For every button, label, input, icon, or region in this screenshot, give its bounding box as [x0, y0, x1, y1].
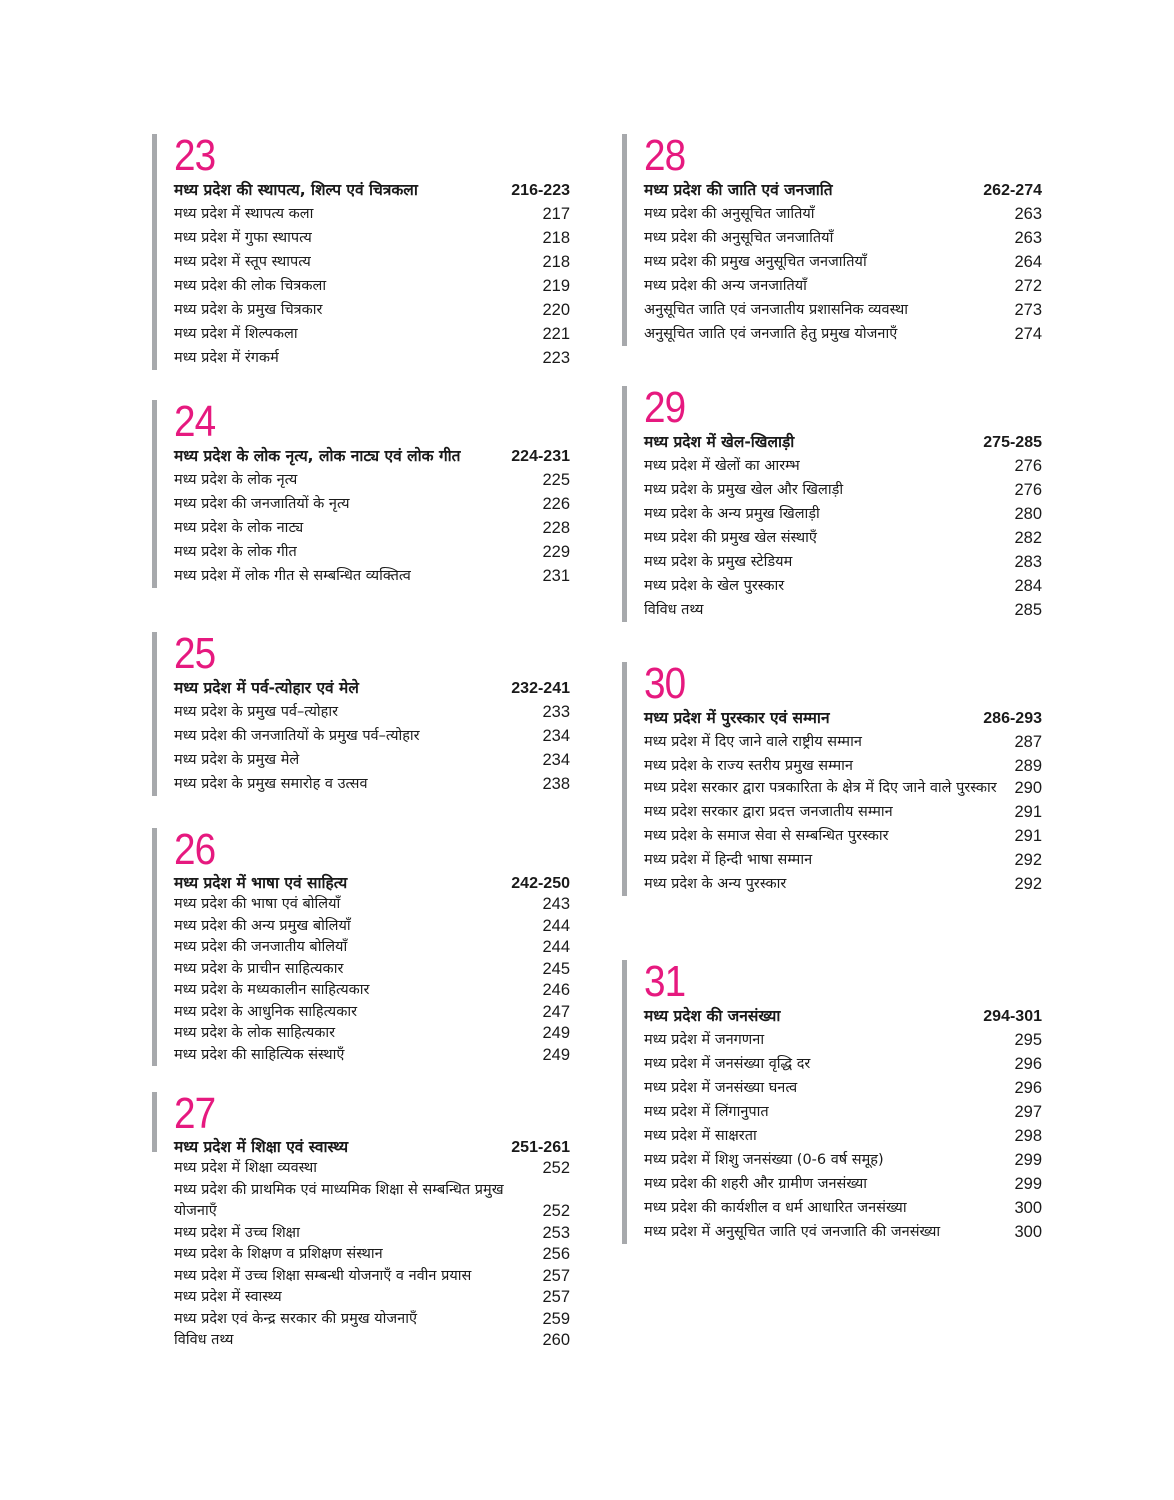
entry-page: 234: [542, 751, 570, 769]
toc-entry: [174, 516, 570, 540]
entry-page: 256: [542, 1245, 570, 1263]
chapter-title-text: मध्य प्रदेश में भाषा एवं साहित्य: [174, 874, 348, 892]
entry-page: 263: [1014, 229, 1042, 247]
toc-entry: [644, 550, 1042, 574]
entry-title: मध्य प्रदेश की भाषा एवं बोलियाँ: [174, 896, 341, 912]
entry-title: मध्य प्रदेश के समाज सेवा से सम्बन्धित पुरस्कार: [644, 827, 889, 844]
entry-title: मध्य प्रदेश की प्रमुख खेल संस्थाएँ: [644, 530, 817, 546]
toc-entry: [644, 1196, 1042, 1220]
entry-page: 246: [542, 981, 570, 999]
toc-entry: [174, 980, 570, 1002]
toc-entry: [174, 1244, 570, 1266]
toc-entry: [644, 730, 1042, 754]
toc-entry: [644, 454, 1042, 478]
entry-title: मध्य प्रदेश में उच्च शिक्षा: [174, 1224, 300, 1241]
entry-page: 238: [542, 775, 570, 793]
chapter-title: [174, 677, 570, 700]
toc-entry: [644, 250, 1042, 274]
chapter-bar: [152, 400, 157, 588]
entry-title: मध्य प्रदेश की जनजातीय बोलियाँ: [174, 939, 348, 955]
entry-title: अनुसूचित जाति एवं जनजाति हेतु प्रमुख योजनाएँ: [644, 326, 898, 342]
entry-title: मध्य प्रदेश के आधुनिक साहित्यकार: [174, 1003, 358, 1020]
chapter-page-range: 224-231: [511, 448, 570, 465]
toc-entry: [644, 526, 1042, 550]
toc-entry: [644, 1148, 1042, 1172]
entry-title: मध्य प्रदेश में जनगणना: [644, 1032, 765, 1048]
chapter-bar: [152, 1092, 157, 1152]
entry-page: 285: [1014, 601, 1042, 619]
chapter-title-text: मध्य प्रदेश की जाति एवं जनजाति: [644, 181, 833, 199]
entry-page: 225: [542, 471, 570, 489]
entry-title: मध्य प्रदेश के प्राचीन साहित्यकार: [174, 960, 344, 977]
chapter-page-range: 262-274: [983, 182, 1042, 199]
entry-page: 264: [1014, 253, 1042, 271]
chapter-23: [152, 131, 570, 370]
toc-entry: [644, 1172, 1042, 1196]
entry-title: मध्य प्रदेश की कार्यशील व धर्म आधारित जनसंख्या: [644, 1200, 907, 1216]
entry-title: मध्य प्रदेश के प्रमुख पर्व–त्योहार: [174, 704, 339, 720]
entry-page: 218: [542, 253, 570, 271]
entry-title: मध्य प्रदेश में साक्षरता: [644, 1128, 757, 1144]
entry-title: मध्य प्रदेश में लोक गीत से सम्बन्धित व्यक्तित्व: [174, 568, 411, 584]
chapter-title: [644, 1005, 1042, 1028]
entry-page: 282: [1014, 529, 1042, 547]
entry-title: मध्य प्रदेश की प्राथमिक एवं माध्यमिक शिक्षा से सम्बन्धित प्रमुख योजनाएँ: [174, 1181, 504, 1219]
toc-entry: [644, 1124, 1042, 1148]
entry-title: मध्य प्रदेश में हिन्दी भाषा सम्मान: [644, 851, 813, 868]
toc-entry: [644, 824, 1042, 848]
toc-entry: [644, 1028, 1042, 1052]
toc-entry: [174, 959, 570, 981]
entry-page: 290: [1014, 779, 1042, 797]
toc-entry: [174, 250, 570, 274]
entry-title: मध्य प्रदेश के मध्यकालीन साहित्यकार: [174, 982, 370, 998]
toc-entry: [174, 468, 570, 492]
entry-page: 298: [1014, 1127, 1042, 1145]
chapter-29: [622, 383, 1042, 622]
entry-page: 289: [1014, 757, 1042, 775]
entry-page: 292: [1014, 874, 1042, 893]
entry-title: मध्य प्रदेश में दिए जाने वाले राष्ट्रीय सम्मान: [644, 734, 862, 750]
entry-page: 257: [542, 1288, 570, 1306]
entry-title: मध्य प्रदेश की अन्य प्रमुख बोलियाँ: [174, 917, 351, 934]
toc-entry: [174, 274, 570, 298]
entry-title: मध्य प्रदेश के प्रमुख खेल और खिलाड़ी: [644, 482, 844, 498]
chapter-page-range: 216-223: [511, 182, 570, 199]
toc-entry: [644, 778, 1042, 800]
chapter-title-text: मध्य प्रदेश के लोक नृत्य, लोक नाट्य एवं लोक गीत: [174, 447, 461, 465]
entry-page: 253: [542, 1223, 570, 1242]
entry-title: मध्य प्रदेश की लोक चित्रकला: [174, 278, 327, 294]
entry-page: 299: [1014, 1151, 1042, 1169]
entry-title: मध्य प्रदेश के राज्य स्तरीय प्रमुख सम्मान: [644, 758, 853, 774]
entry-page: 245: [542, 959, 570, 978]
toc-entry: [174, 298, 570, 322]
entry-page: 283: [1014, 553, 1042, 571]
entry-page: 249: [542, 1024, 570, 1042]
entry-title: मध्य प्रदेश में रंगकर्म: [174, 350, 279, 366]
entry-title: मध्य प्रदेश में जनसंख्या घनत्व: [644, 1080, 798, 1096]
entry-title: मध्य प्रदेश में स्थापत्य कला: [174, 206, 314, 222]
chapter-title-text: मध्य प्रदेश में पुरस्कार एवं सम्मान: [644, 709, 830, 727]
chapter-title: [644, 179, 1042, 202]
toc-entry: [174, 894, 570, 916]
entry-page: 260: [542, 1331, 570, 1349]
toc-entry: [174, 346, 570, 370]
entry-page: 300: [1014, 1199, 1042, 1217]
entry-title: मध्य प्रदेश के लोक गीत: [174, 544, 297, 560]
entry-page: 257: [542, 1266, 570, 1285]
entry-page: 291: [1014, 802, 1042, 821]
chapter-number: 31: [644, 957, 686, 1006]
entry-title: मध्य प्रदेश में गुफा स्थापत्य: [174, 230, 312, 246]
toc-entry: [174, 540, 570, 564]
entry-title: मध्य प्रदेश सरकार द्वारा प्रदत्त जनजातीय सम्मान: [644, 803, 893, 820]
chapter-title: [644, 431, 1042, 454]
toc-entry: [174, 492, 570, 516]
chapter-page-range: 232-241: [511, 680, 570, 697]
chapter-24: [152, 397, 570, 588]
toc-entry: [174, 937, 570, 959]
chapter-number: 29: [644, 383, 686, 432]
entry-page: 263: [1014, 205, 1042, 223]
chapter-title-text: मध्य प्रदेश में खेल-खिलाड़ी: [644, 433, 795, 451]
entry-title: मध्य प्रदेश एवं केन्द्र सरकार की प्रमुख योजनाएँ: [174, 1310, 417, 1327]
chapter-bar: [622, 960, 627, 1244]
entry-title: मध्य प्रदेश की जनजातियों के नृत्य: [174, 496, 350, 512]
entry-title: मध्य प्रदेश में शिल्पकला: [174, 326, 298, 342]
entry-title: मध्य प्रदेश के प्रमुख चित्रकार: [174, 302, 323, 318]
entry-title: मध्य प्रदेश के खेल पुरस्कार: [644, 578, 785, 594]
entry-page: 217: [542, 205, 570, 223]
chapter-number: 23: [174, 131, 216, 180]
chapter-title: [174, 1137, 570, 1158]
entry-page: 218: [542, 229, 570, 247]
chapter-bar: [622, 134, 627, 346]
entry-title: विविध तथ्य: [644, 602, 704, 618]
chapter-title-text: मध्य प्रदेश की जनसंख्या: [644, 1007, 781, 1025]
chapter-bar: [152, 828, 157, 1066]
entry-page: 292: [1014, 850, 1042, 869]
chapter-title-text: मध्य प्रदेश में शिक्षा एवं स्वास्थ्य: [174, 1138, 349, 1156]
toc-entry: [644, 800, 1042, 824]
toc-entry: [644, 274, 1042, 298]
toc-entry: [174, 1045, 570, 1067]
toc-entry: [174, 724, 570, 748]
entry-page: 221: [542, 325, 570, 343]
entry-page: 297: [1014, 1103, 1042, 1121]
toc-entry: [644, 478, 1042, 502]
chapter-number: 28: [644, 131, 686, 180]
entry-title: मध्य प्रदेश की साहित्यिक संस्थाएँ: [174, 1046, 345, 1063]
entry-page: 244: [542, 916, 570, 935]
entry-page: 299: [1014, 1175, 1042, 1193]
chapter-bar: [152, 134, 157, 370]
entry-title: मध्य प्रदेश के अन्य प्रमुख खिलाड़ी: [644, 506, 820, 522]
entry-page: 220: [542, 301, 570, 319]
entry-page: 291: [1014, 826, 1042, 845]
entry-page: 273: [1014, 301, 1042, 319]
entry-title: मध्य प्रदेश में लिंगानुपात: [644, 1104, 769, 1120]
toc-entry: [174, 1287, 570, 1309]
entry-page: 272: [1014, 277, 1042, 295]
chapter-title-text: मध्य प्रदेश की स्थापत्य, शिल्प एवं चित्रकला: [174, 181, 418, 199]
chapter-page-range: 251-261: [511, 1139, 570, 1156]
entry-title: मध्य प्रदेश के शिक्षण व प्रशिक्षण संस्थान: [174, 1246, 383, 1262]
toc-entry: [174, 322, 570, 346]
entry-title: अनुसूचित जाति एवं जनजातीय प्रशासनिक व्यवस्था: [644, 302, 908, 318]
entry-page: 219: [542, 277, 570, 295]
toc-entry: [644, 202, 1042, 226]
entry-page: 223: [542, 349, 570, 367]
entry-title: मध्य प्रदेश में जनसंख्या वृद्धि दर: [644, 1056, 811, 1072]
toc-entry: [174, 700, 570, 724]
entry-page: 295: [1014, 1031, 1042, 1049]
entry-title: मध्य प्रदेश में शिशु जनसंख्या (0-6 वर्ष समूह): [644, 1152, 884, 1168]
chapter-bar: [622, 662, 627, 896]
entry-title: मध्य प्रदेश के प्रमुख मेले: [174, 752, 300, 768]
toc-entry: [644, 872, 1042, 896]
entry-title: मध्य प्रदेश सरकार द्वारा पत्रकारिता के क्षेत्र में दिए जाने वाले पुरस्कार: [644, 780, 997, 796]
toc-entry: [174, 1223, 570, 1245]
toc-entry: [174, 1002, 570, 1024]
chapter-number: 26: [174, 825, 216, 874]
chapter-25: [152, 629, 570, 796]
entry-page: 243: [542, 895, 570, 913]
toc-entry: [644, 1100, 1042, 1124]
entry-page: 276: [1014, 457, 1042, 475]
entry-page: 226: [542, 495, 570, 513]
entry-title: विविध तथ्य: [174, 1332, 234, 1348]
entry-title: मध्य प्रदेश की जनजातियों के प्रमुख पर्व–त्योहार: [174, 728, 420, 744]
entry-title: मध्य प्रदेश में शिक्षा व्यवस्था: [174, 1160, 318, 1176]
chapter-number: 24: [174, 397, 216, 446]
toc-entry: [644, 1076, 1042, 1100]
entry-page: 276: [1014, 481, 1042, 499]
entry-title: मध्य प्रदेश में उच्च शिक्षा सम्बन्धी योजनाएँ व नवीन प्रयास: [174, 1267, 472, 1284]
entry-page: 274: [1014, 325, 1042, 343]
entry-title: मध्य प्रदेश की प्रमुख अनुसूचित जनजातियाँ: [644, 254, 867, 270]
entry-page: 280: [1014, 505, 1042, 523]
entry-title: मध्य प्रदेश की अन्य जनजातियाँ: [644, 278, 807, 294]
entry-page: 259: [542, 1309, 570, 1328]
entry-title: मध्य प्रदेश के लोक नृत्य: [174, 472, 298, 488]
entry-title: मध्य प्रदेश की शहरी और ग्रामीण जनसंख्या: [644, 1176, 867, 1192]
toc-entry: [174, 1023, 570, 1045]
toc-entry: [644, 502, 1042, 526]
chapter-number: 30: [644, 659, 686, 708]
entry-page: 300: [1014, 1223, 1042, 1241]
chapter-30: [622, 659, 1042, 896]
toc-entry: [174, 772, 570, 796]
toc-entry: [644, 598, 1042, 622]
toc-entry: [174, 564, 570, 588]
toc-entry: [174, 1330, 570, 1352]
chapter-title: [644, 707, 1042, 730]
entry-title: मध्य प्रदेश के प्रमुख स्टेडियम: [644, 554, 793, 570]
entry-page: 229: [542, 543, 570, 561]
entry-title: मध्य प्रदेश की अनुसूचित जनजातियाँ: [644, 230, 834, 246]
toc-entry: [644, 1052, 1042, 1076]
toc-entry: [644, 574, 1042, 598]
entry-title: मध्य प्रदेश में खेलों का आरम्भ: [644, 458, 800, 474]
chapter-title: [174, 873, 570, 894]
entry-title: मध्य प्रदेश में स्वास्थ्य: [174, 1289, 282, 1305]
toc-entry: [644, 754, 1042, 778]
toc-entry: [644, 848, 1042, 872]
entry-title: मध्य प्रदेश में अनुसूचित जाति एवं जनजाति की जनसंख्या: [644, 1224, 941, 1240]
toc-entry: [174, 226, 570, 250]
entry-page: 234: [542, 727, 570, 745]
chapter-number: 27: [174, 1089, 216, 1138]
chapter-page-range: 286-293: [983, 710, 1042, 727]
chapter-28: [622, 131, 1042, 346]
entry-title: मध्य प्रदेश के लोक नाट्य: [174, 520, 304, 536]
chapter-page-range: 294-301: [983, 1008, 1042, 1025]
chapter-page-range: 242-250: [511, 875, 570, 892]
entry-page: 252: [542, 1202, 570, 1220]
toc-entry: [174, 202, 570, 226]
toc-entry: [644, 1220, 1042, 1244]
entry-page: 228: [542, 519, 570, 537]
toc-entry: [644, 298, 1042, 322]
entry-page: 233: [542, 703, 570, 721]
entry-page: 244: [542, 938, 570, 956]
entry-title: मध्य प्रदेश के प्रमुख समारोह व उत्सव: [174, 776, 368, 792]
chapter-31: [622, 957, 1042, 1244]
chapter-title-text: मध्य प्रदेश में पर्व-त्योहार एवं मेले: [174, 679, 359, 697]
entry-page: 247: [542, 1002, 570, 1021]
chapter-26: [152, 825, 570, 1066]
entry-page: 284: [1014, 577, 1042, 595]
entry-page: 249: [542, 1045, 570, 1064]
toc-entry: [174, 1158, 570, 1180]
toc-entry: [644, 322, 1042, 346]
toc-entry: [174, 1180, 570, 1223]
entry-title: मध्य प्रदेश में स्तूप स्थापत्य: [174, 254, 311, 270]
entry-title: मध्य प्रदेश के अन्य पुरस्कार: [644, 875, 787, 892]
entry-page: 287: [1014, 733, 1042, 751]
toc-entry: [174, 1266, 570, 1288]
chapter-title: [174, 179, 570, 202]
toc-entry: [174, 916, 570, 938]
chapter-page-range: 275-285: [983, 434, 1042, 451]
chapter-bar: [152, 632, 157, 796]
chapter-number: 25: [174, 629, 216, 678]
entry-page: 231: [542, 567, 570, 585]
toc-entry: [644, 226, 1042, 250]
entry-page: 296: [1014, 1079, 1042, 1097]
chapter-bar: [622, 386, 627, 622]
toc-entry: [174, 1309, 570, 1331]
chapter-title: [174, 445, 570, 468]
chapter-27: [152, 1089, 570, 1352]
entry-title: मध्य प्रदेश के लोक साहित्यकार: [174, 1025, 336, 1041]
entry-page: 252: [542, 1159, 570, 1177]
toc-entry: [174, 748, 570, 772]
entry-title: मध्य प्रदेश की अनुसूचित जातियाँ: [644, 206, 815, 222]
entry-page: 296: [1014, 1055, 1042, 1073]
